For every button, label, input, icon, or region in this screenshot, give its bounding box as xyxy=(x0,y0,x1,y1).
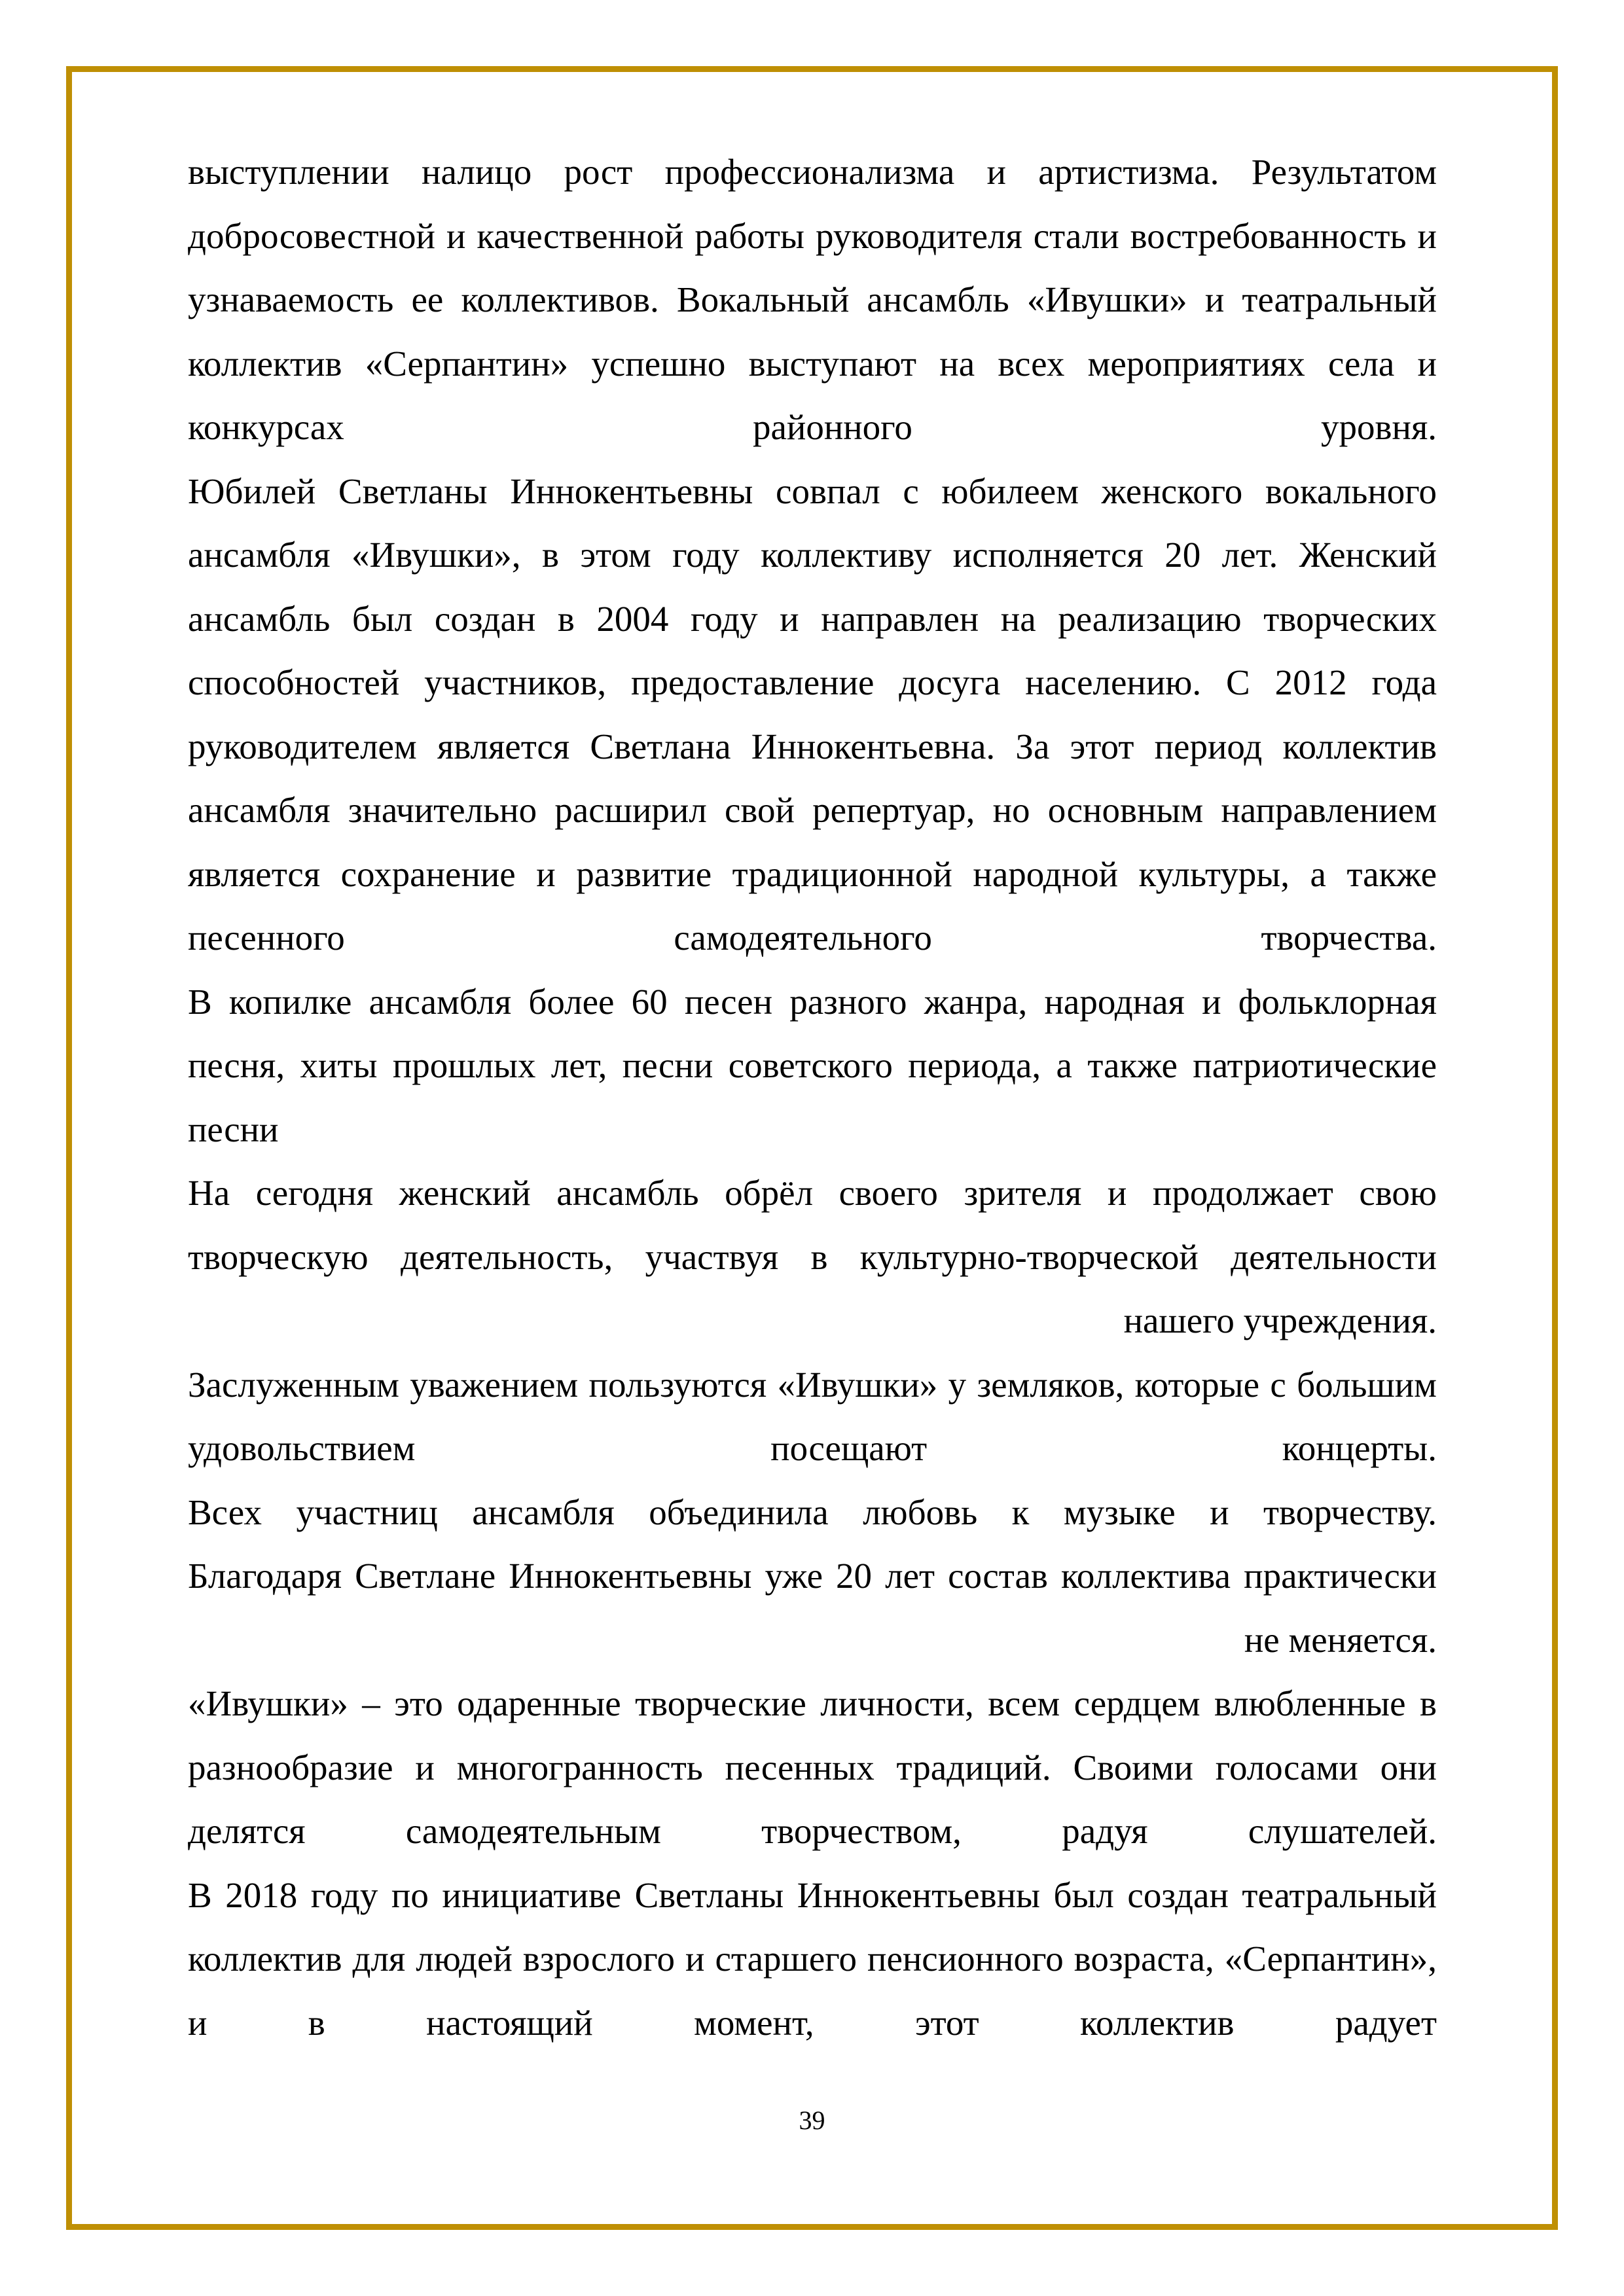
paragraph-3: В копилке ансамбля более 60 песен разного жанра, народная и фольклорная песня, хиты прошлых лет, песни советского периода, а также патриотические песни xyxy=(188,981,1437,1149)
paragraph-5: Заслуженным уважением пользуются «Ивушки» у земляков, которые с большим удовольствием посещают концерты. xyxy=(188,1364,1437,1468)
paragraph-8: «Ивушки» – это одаренные творческие личности, всем сердцем влюбленные в разнообразие и многогранность песенных традиций. Своими голосами они делятся самодеятельным творчеством, радуя слушателей. xyxy=(188,1683,1437,1851)
paragraph-1: выступлении налицо рост профессионализма и артистизма. Результатом добросовестной и качественной работы руководителя стали востребованность и узнаваемость ее коллективов. Вокальный ансамбль «Ивушки» и театральный коллектив «Серпантин» успешно выступают на всех мероприятиях села и конкурсах районного уровня. xyxy=(188,152,1437,447)
paragraph-7: Благодаря Светлане Иннокентьевны уже 20 лет состав коллектива практически не меняется. xyxy=(188,1556,1437,1660)
paragraph-4: На сегодня женский ансамбль обрёл своего зрителя и продолжает свою творческую деятельность, участвуя в культурно-творческой деятельности нашего учреждения. xyxy=(188,1173,1437,1340)
page-number: 39 xyxy=(799,2106,825,2135)
paragraph-6: Всех участниц ансамбля объединила любовь к музыке и творчеству. xyxy=(188,1492,1437,1532)
paragraph-9: В 2018 году по инициативе Светланы Иннокентьевны был создан театральный коллектив для людей взрослого и старшего пенсионного возраста, «Серпантин», и в настоящий момент, этот коллектив радует xyxy=(188,1874,1437,2043)
document-body xyxy=(188,140,1437,2054)
paragraph-2: Юбилей Светланы Иннокентьевны совпал с юбилеем женского вокального ансамбля «Ивушки», в этом году коллективу исполняется 20 лет. Женский ансамбль был создан в 2004 году и направлен на реализацию творческих способностей участников, предоставление досуга населению. С 2012 года руководителем является Светлана Иннокентьевна. За этот период коллектив ансамбля значительно расширил свой репертуар, но основным направлением является сохранение и развитие традиционной народной культуры, а также песенного самодеятельного творчества. xyxy=(188,471,1437,958)
